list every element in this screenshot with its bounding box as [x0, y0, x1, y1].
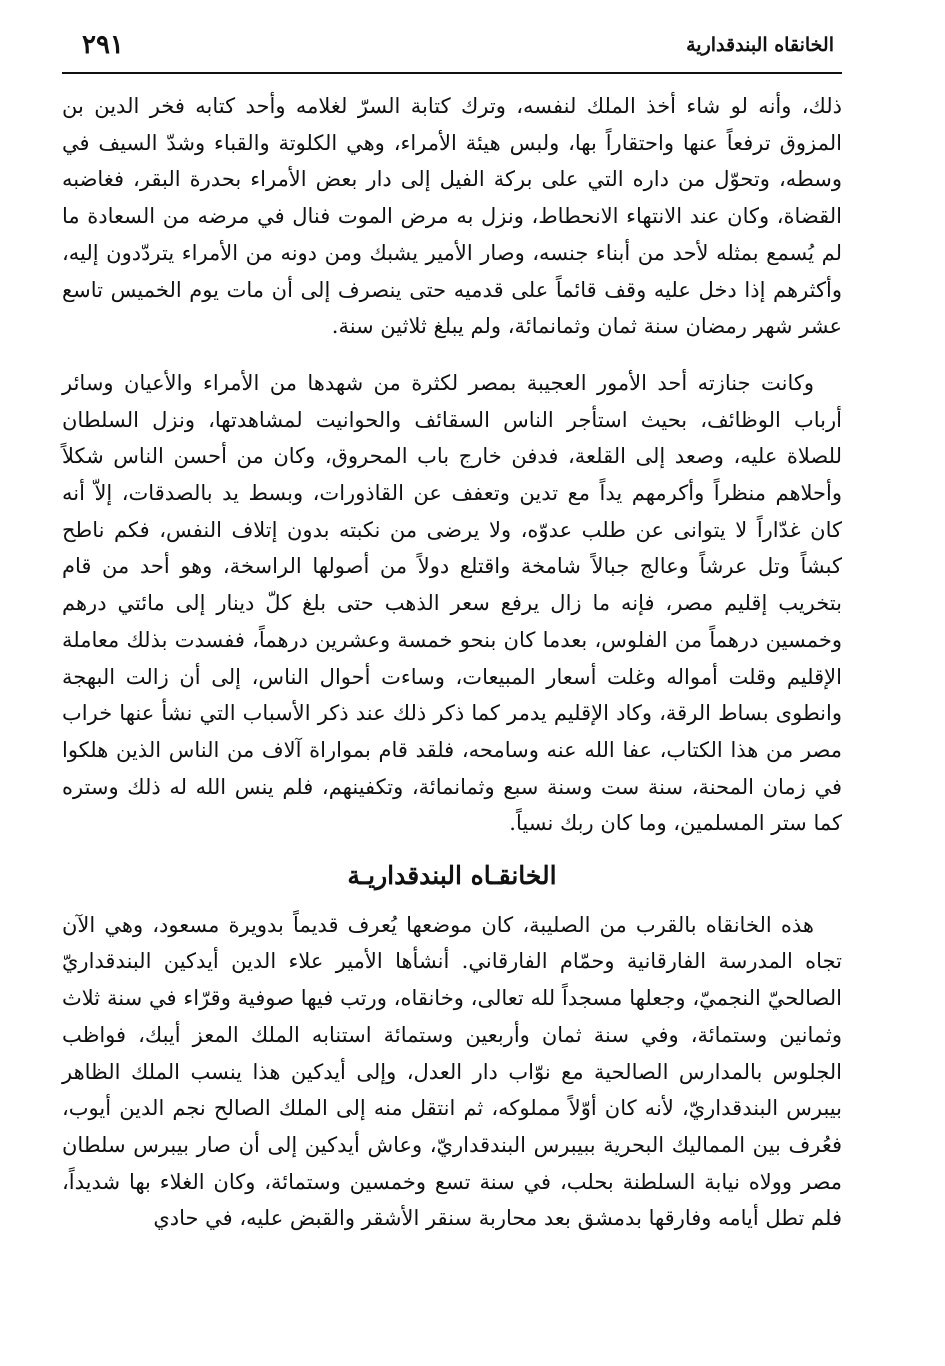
- paragraph-funeral: وكانت جنازته أحد الأمور العجيبة بمصر لكثرة من شهدها من الأمراء والأعيان وسائر أرباب الوظائف، بحيث استأجر الناس السقائف والحوانيت لمشاهدتها، ونزل السلطان للصلاة عليه، وصعد إلى القلعة، فدفن خارج باب المحروق، وكان من أحسن الناس شكلاً وأحلاهم منظراً وأكرمهم يداً مع تدين وتعفف عن القاذورات، وبسط يد بالصدقات، إلاّ أنه كان غدّاراً لا يتوانى عن طلب عدوّه، ولا يرضى من نكبته بدون إتلاف النفس، فكم ناطح كبشاً وتل عرشاً وعالج جبالاً شامخة واقتلع دولاً من أصولها الراسخة، وهو أحد من قام بتخريب إقليم مصر، فإنه ما زال يرفع سعر الذهب حتى بلغ كلّ دينار إلى مائتي درهم وخمسين درهماً من الفلوس، بعدما كان بنحو خمسة وعشرين درهماً، ففسدت بذلك معاملة الإقليم وقلت أمواله وغلت أسعار المبيعات، وساءت أحوال الناس، إلى أن زالت البهجة وانطوى بساط الرقة، وكاد الإقليم يدمر كما ذكر ذلك عند ذكر الأسباب التي نشأ عنها خراب مصر من هذا الكتاب، عفا الله عنه وسامحه، فلقد قام بمواراة آلاف من الناس الذين هلكوا في زمان المحنة، سنة ست وسنة سبع وثمانمائة، وتكفينهم، فلم ينس الله له ذلك وستره كما ستر المسلمين، وما كان ربك نسياً.: [62, 370, 842, 836]
- page-body: [62, 88, 842, 1237]
- section-heading: الخانقـاه البندقداريـة: [347, 861, 557, 891]
- running-section-title: الخانقاه البندقدارية: [686, 34, 834, 56]
- paragraph-gap: [62, 345, 842, 365]
- paragraph-khanqah: هذه الخانقاه بالقرب من الصليبة، كان موضعها يُعرف قديماً بدويرة مسعود، وهي الآن تجاه المدرسة الفارقانية وحمّام الفارقاني. أنشأها الأمير علاء الدين أيدكين البندقداريّ الصالحيّ النجميّ، وجعلها مسجداً لله تعالى، وخانقاه، ورتب فيها صوفية وقرّاء في سنة ثلاث وثمانين وستمائة، وفي سنة ثمان وأربعين وستمائة استنابه الملك المعز أيبك، فواظب الجلوس بالمدارس الصالحية مع نوّاب دار العدل، وإلى أيدكين هذا ينسب الملك الظاهر بيبرس البندقداريّ، لأنه كان أوّلاً مملوكه، ثم انتقل منه إلى الملك الصالح نجم الدين أيوب، فعُرف بين المماليك البحرية ببيبرس البندقداريّ، وعاش أيدكين إلى أن صار بيبرس سلطان مصر وولاه نيابة السلطنة بحلب، في سنة تسع وخمسين وستمائة، وكان الغلاء بها شديداً، فلم تطل أيامه وفارقها بدمشق بعد محاربة سنقر الأشقر والقبض عليه، في حادي: [62, 912, 842, 1231]
- page-number: ٢٩١: [82, 30, 124, 60]
- header-rule: [62, 72, 842, 74]
- book-page: [62, 22, 842, 1342]
- paragraph-continuation: ذلك، وأنه لو شاء أخذ الملك لنفسه، وترك كتابة السرّ لغلامه وأحد كتابه فخر الدين بن المزوق ترفعاً عنها واحتقاراً بها، ولبس هيئة الأمراء، وهي الكلوتة والقباء وشدّ السيف في وسطه، وتحوّل من داره التي على بركة الفيل إلى دار بعض الأمراء بحدرة البقر، فغاضبه القضاة، وكان عند الانتهاء الانحطاط، ونزل به مرض الموت فنال في مرضه من السعادة ما لم يُسمع بمثله لأحد من أبناء جنسه، وصار الأمير يشبك ومن دونه من الأمراء يتردّدون إليه، وأكثرهم إذا دخل عليه وقف قائماً على قدميه حتى ينصرف إلى أن مات يوم الخميس تاسع عشر شهر رمضان سنة ثمان وثمانمائة، ولم يبلغ ثلاثين سنة.: [62, 94, 842, 339]
- running-header: [62, 22, 842, 68]
